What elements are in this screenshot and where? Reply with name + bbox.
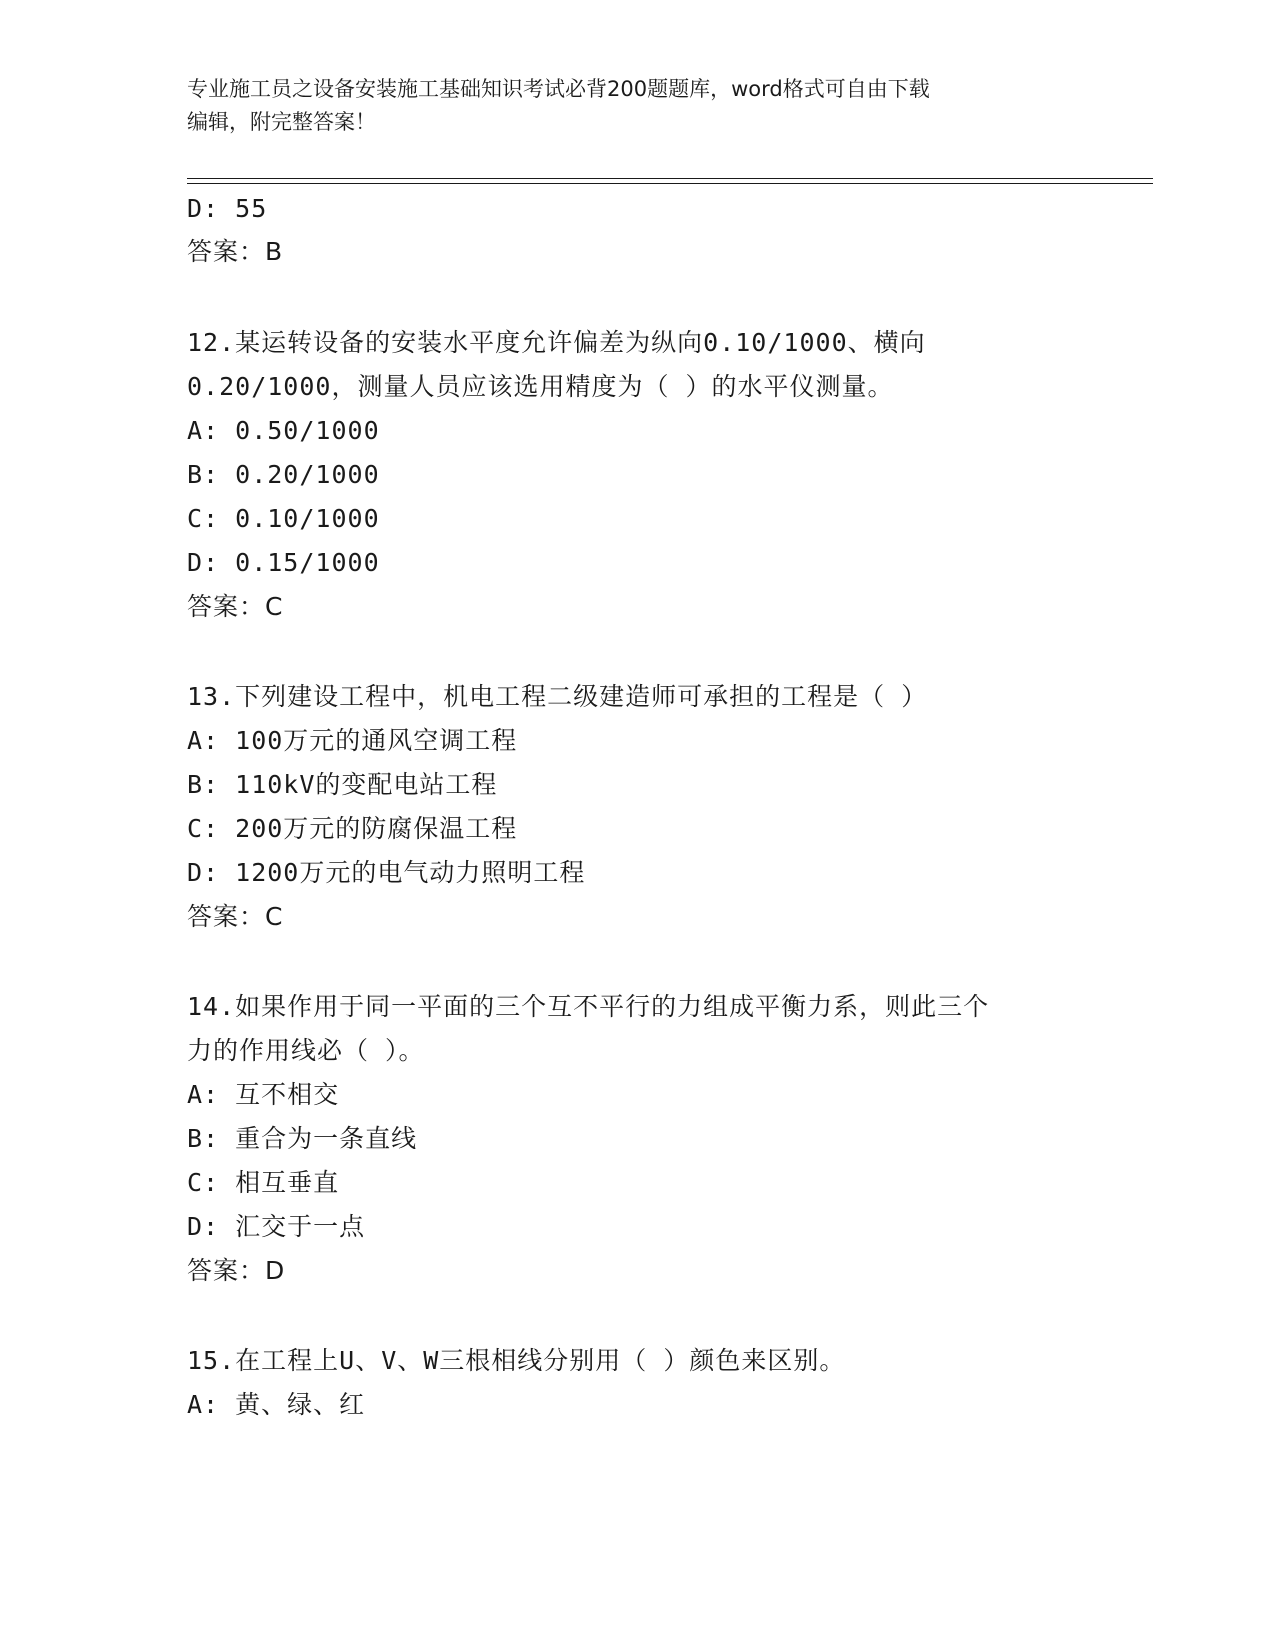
q14-stem-line-2: 力的作用线必（ ）。 xyxy=(187,1036,425,1065)
q14-answer: 答案：D xyxy=(187,1256,286,1285)
header-divider-top xyxy=(187,178,1153,179)
header-title-line-1: 专业施工员之设备安装施工基础知识考试必背200题题库，word格式可自由下载 xyxy=(187,77,930,101)
q13-answer: 答案：C xyxy=(187,902,284,931)
q12-stem-line-1: 12.某运转设备的安装水平度允许偏差为纵向0.10/1000、横向 xyxy=(187,328,926,357)
q13-option-c: C: 200万元的防腐保温工程 xyxy=(187,814,518,843)
header-divider-bottom xyxy=(187,183,1153,184)
q13-option-b: B: 110kV的变配电站工程 xyxy=(187,770,498,799)
q13-option-a: A: 100万元的通风空调工程 xyxy=(187,726,518,755)
q11-option-d: D: 55 xyxy=(187,194,268,223)
q15-option-a: A: 黄、绿、红 xyxy=(187,1390,366,1419)
q12-option-b: B: 0.20/1000 xyxy=(187,460,380,489)
q12-answer: 答案：C xyxy=(187,592,284,621)
q12-option-a: A: 0.50/1000 xyxy=(187,416,380,445)
header-title-line-2: 编辑，附完整答案！ xyxy=(187,110,376,134)
q14-option-a: A: 互不相交 xyxy=(187,1080,340,1109)
q15-stem-line-1: 15.在工程上U、V、W三根相线分别用（ ）颜色来区别。 xyxy=(187,1346,846,1375)
q14-option-d: D: 汇交于一点 xyxy=(187,1212,366,1241)
q12-option-c: C: 0.10/1000 xyxy=(187,504,380,533)
q12-option-d: D: 0.15/1000 xyxy=(187,548,380,577)
q13-option-d: D: 1200万元的电气动力照明工程 xyxy=(187,858,586,887)
q12-stem-line-2: 0.20/1000，测量人员应该选用精度为（ ）的水平仪测量。 xyxy=(187,372,894,401)
page-header xyxy=(187,73,1087,139)
q14-option-c: C: 相互垂直 xyxy=(187,1168,340,1197)
q14-option-b: B: 重合为一条直线 xyxy=(187,1124,418,1153)
q13-stem-line-1: 13.下列建设工程中，机电工程二级建造师可承担的工程是（ ） xyxy=(187,682,928,711)
q11-answer: 答案：B xyxy=(187,237,284,266)
q14-stem-line-1: 14.如果作用于同一平面的三个互不平行的力组成平衡力系，则此三个 xyxy=(187,992,990,1021)
